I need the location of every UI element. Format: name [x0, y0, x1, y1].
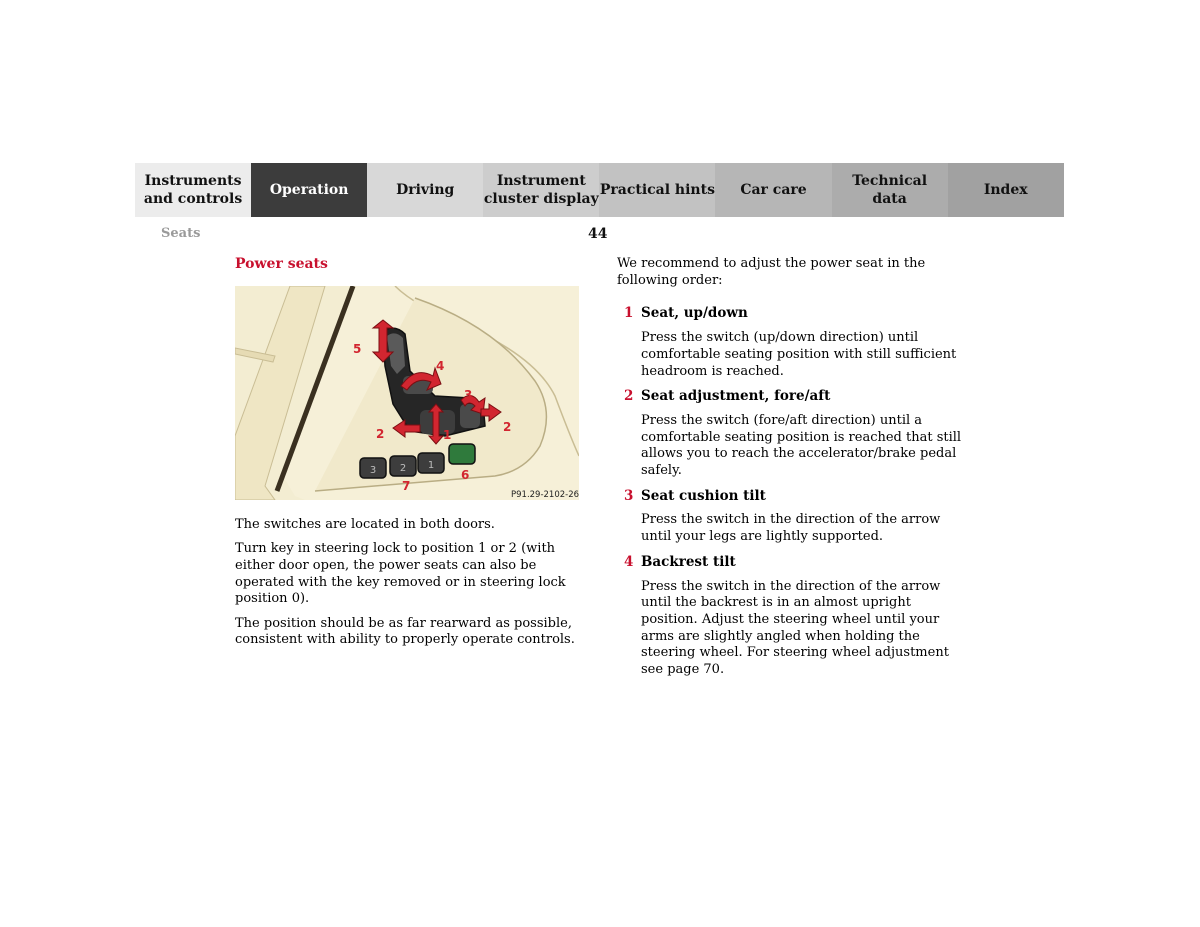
memory-button-2-label: 2	[399, 463, 407, 474]
seat-position-paragraph: The position should be as far rearward as possible, consistent with ability to properly operate controls.	[235, 615, 575, 648]
callout-5: 5	[353, 342, 362, 356]
callout-6: 6	[461, 468, 470, 482]
step-number: 1	[624, 305, 634, 322]
step-text: Press the switch (up/down direction) until comfortable seating position with still sufficient headroom is reached.	[641, 330, 957, 379]
tab-practical-hints[interactable]: Practical hints	[599, 163, 715, 217]
step-seat-fore-aft	[617, 388, 967, 480]
tab-technical-data[interactable]: Technical data	[832, 163, 948, 217]
tab-instrument-cluster-display[interactable]: Instrument cluster display	[483, 163, 599, 217]
tab-operation[interactable]: Operation	[251, 163, 367, 217]
switch-location-paragraph: The switches are located in both doors.	[235, 517, 495, 532]
step-backrest-tilt	[617, 554, 967, 679]
callout-2-left: 2	[376, 427, 385, 441]
step-title: Seat, up/down	[641, 305, 748, 322]
step-title: Backrest tilt	[641, 553, 736, 570]
memory-button-1-label: 1	[427, 460, 435, 471]
step-title: Seat adjustment, fore/aft	[641, 388, 831, 405]
callout-2-right: 2	[503, 420, 512, 434]
callout-3: 3	[464, 388, 473, 402]
step-seat-cushion-tilt	[617, 488, 967, 546]
tab-driving[interactable]: Driving	[367, 163, 483, 217]
power-seat-switch-illustration	[235, 286, 579, 500]
step-number: 4	[624, 553, 634, 570]
key-position-paragraph: Turn key in steering lock to position 1 or 2 (with either door open, the power seats can also be operated with the key removed or in steering lock position 0).	[235, 541, 566, 607]
callout-4: 4	[436, 359, 445, 373]
step-number: 3	[624, 487, 634, 504]
chapter-nav	[135, 163, 1064, 217]
memory-button-3-label: 3	[369, 465, 377, 476]
step-number: 2	[624, 388, 634, 405]
tab-car-care[interactable]: Car care	[715, 163, 831, 217]
page-number: 44	[588, 226, 608, 242]
power-seats-heading: Power seats	[235, 256, 328, 272]
tab-instruments-and-controls[interactable]: Instruments and controls	[135, 163, 251, 217]
step-text: Press the switch in the direction of the arrow until your legs are lightly supported.	[641, 512, 941, 545]
step-text: Press the switch (fore/aft direction) until a comfortable seating position is reached that still allows you to reach the accelerator/brake pedal safely.	[641, 412, 962, 479]
tab-index[interactable]: Index	[948, 163, 1064, 217]
callout-1: 1	[443, 428, 452, 442]
step-text: Press the switch in the direction of the arrow until the backrest is in an almost upright position. Adjust the steering wheel until your arms are slightly angled when holding the steering wheel. For steering wheel adjustment see page 70.	[641, 578, 949, 678]
callout-7: 7	[402, 479, 411, 493]
adjustment-order-intro: We recommend to adjust the power seat in the following order:	[617, 256, 926, 288]
section-title: Seats	[161, 226, 201, 241]
step-seat-up-down	[617, 305, 967, 380]
step-title: Seat cushion tilt	[641, 487, 766, 504]
figure-code: P91.29-2102-26	[511, 490, 579, 500]
